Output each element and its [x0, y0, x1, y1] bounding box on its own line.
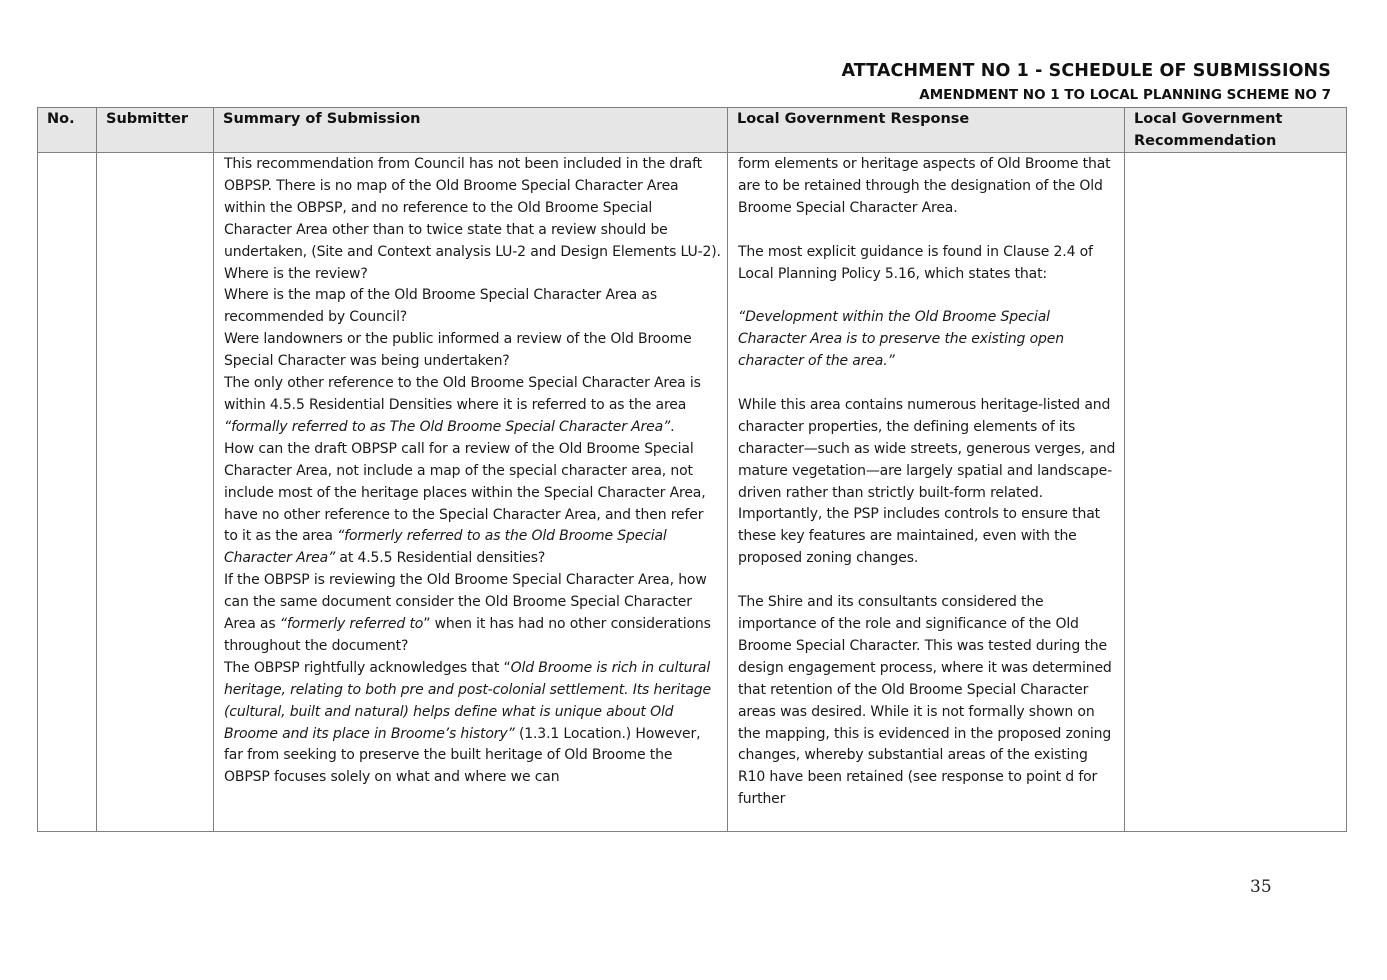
summary-text: If the OBPSP is reviewing the Old Broome Special Character Area, how can the same document consider the Old Broome Special Character Area as — [224, 572, 707, 633]
summary-text: . — [670, 418, 675, 435]
response-paragraph: The Shire and its consultants considered the importance of the role and significance of the Old Broome Special Character. This was tested during the design engagement process, where it was determined that retention of the Old Broome Special Character areas was desired. While it is not formally shown on the mapping, this is evidenced in the proposed zoning changes, whereby substantial areas of the existing R10 have been retained (see response to point d for further — [738, 594, 1112, 808]
table-header-row — [38, 108, 1347, 153]
document-subtitle: AMENDMENT NO 1 TO LOCAL PLANNING SCHEME NO 7 — [919, 87, 1331, 103]
submissions-table — [37, 107, 1347, 832]
response-paragraph: While this area contains numerous heritage-listed and character properties, the defining elements of its character—such as wide streets, generous verges, and mature vegetation—are largely spatial and landscape-driven rather than strictly built-form related. Importantly, the PSP includes controls to ensure that these key features are maintained, even with the proposed zoning changes. — [738, 396, 1116, 567]
summary-question: Were landowners or the public informed a review of the Old Broome Special Character was being undertaken? — [224, 331, 692, 370]
paragraph-spacer — [738, 570, 1118, 592]
cell-summary — [214, 153, 728, 832]
policy-quote: “Development within the Old Broome Special Character Area is to preserve the existing open character of the area.” — [738, 309, 1064, 370]
summary-paragraph: This recommendation from Council has not been included in the draft OBPSP. There is no map of the Old Broome Special Character Area within the OBPSP, and no reference to the Old Broome Special Character Area other than to twice state that a review should be undertaken, (Site and Context analysis LU-2 and Design Elements LU-2). — [224, 156, 721, 260]
summary-paragraph — [224, 570, 721, 658]
column-header-recommendation: Local Government Recommendation — [1125, 108, 1347, 153]
summary-text: How can the draft OBPSP call for a review of the Old Broome Special Character Area, not include a map of the special character area, not include most of the heritage places within the Special Character Area, have no other reference to the Special Character Area, and then refer to it as the area — [224, 440, 706, 545]
cell-recommendation — [1125, 153, 1347, 832]
summary-paragraph — [224, 658, 721, 789]
summary-text: The OBPSP rightfully acknowledges that “ — [224, 659, 511, 676]
column-header-submitter: Submitter — [97, 108, 214, 153]
column-header-summary: Summary of Submission — [214, 108, 728, 153]
column-header-no: No. — [38, 108, 97, 153]
summary-paragraph — [224, 373, 721, 439]
cell-response — [728, 153, 1125, 832]
column-header-response: Local Government Response — [728, 108, 1125, 153]
summary-text: The only other reference to the Old Broome Special Character Area is within 4.5.5 Residential Densities where it is referred to as the area — [224, 375, 701, 413]
summary-quote: Old Broome is rich in cultural heritage, relating to both pre and post-colonial settlement. Its heritage (cultural, built and natural) helps define what is unique about Old Broome and its place in Broome’s history” — [224, 659, 711, 742]
summary-quote: “formally referred to as The Old Broome Special Character Area” — [224, 418, 671, 435]
paragraph-spacer — [738, 373, 1118, 395]
summary-quote: “formerly referred to — [279, 616, 424, 633]
cell-no — [38, 153, 97, 832]
response-paragraph: The most explicit guidance is found in Clause 2.4 of Local Planning Policy 5.16, which states that: — [738, 243, 1093, 282]
response-quote — [738, 307, 1118, 373]
summary-text: ” when it has had no other considerations throughout the document? — [224, 616, 711, 654]
document-title: ATTACHMENT NO 1 - SCHEDULE OF SUBMISSIONS — [841, 61, 1331, 81]
summary-question: Where is the review? — [224, 265, 368, 282]
paragraph-spacer — [738, 220, 1118, 242]
response-paragraph: form elements or heritage aspects of Old Broome that are to be retained through the designation of the Old Broome Special Character Area. — [738, 156, 1111, 216]
summary-quote: “formerly referred to as the Old Broome Special Character Area” — [224, 528, 667, 567]
summary-text: (1.3.1 Location.) However, far from seeking to preserve the built heritage of Old Broome the OBPSP focuses solely on what and where we can — [224, 725, 701, 786]
paragraph-spacer — [738, 285, 1118, 307]
page-number: 35 — [1250, 877, 1272, 897]
summary-paragraph — [224, 439, 721, 570]
summary-question: Where is the map of the Old Broome Special Character Area as recommended by Council? — [224, 287, 657, 326]
table-row — [38, 153, 1347, 832]
summary-text: at 4.5.5 Residential densities? — [335, 550, 546, 567]
cell-submitter — [97, 153, 214, 832]
